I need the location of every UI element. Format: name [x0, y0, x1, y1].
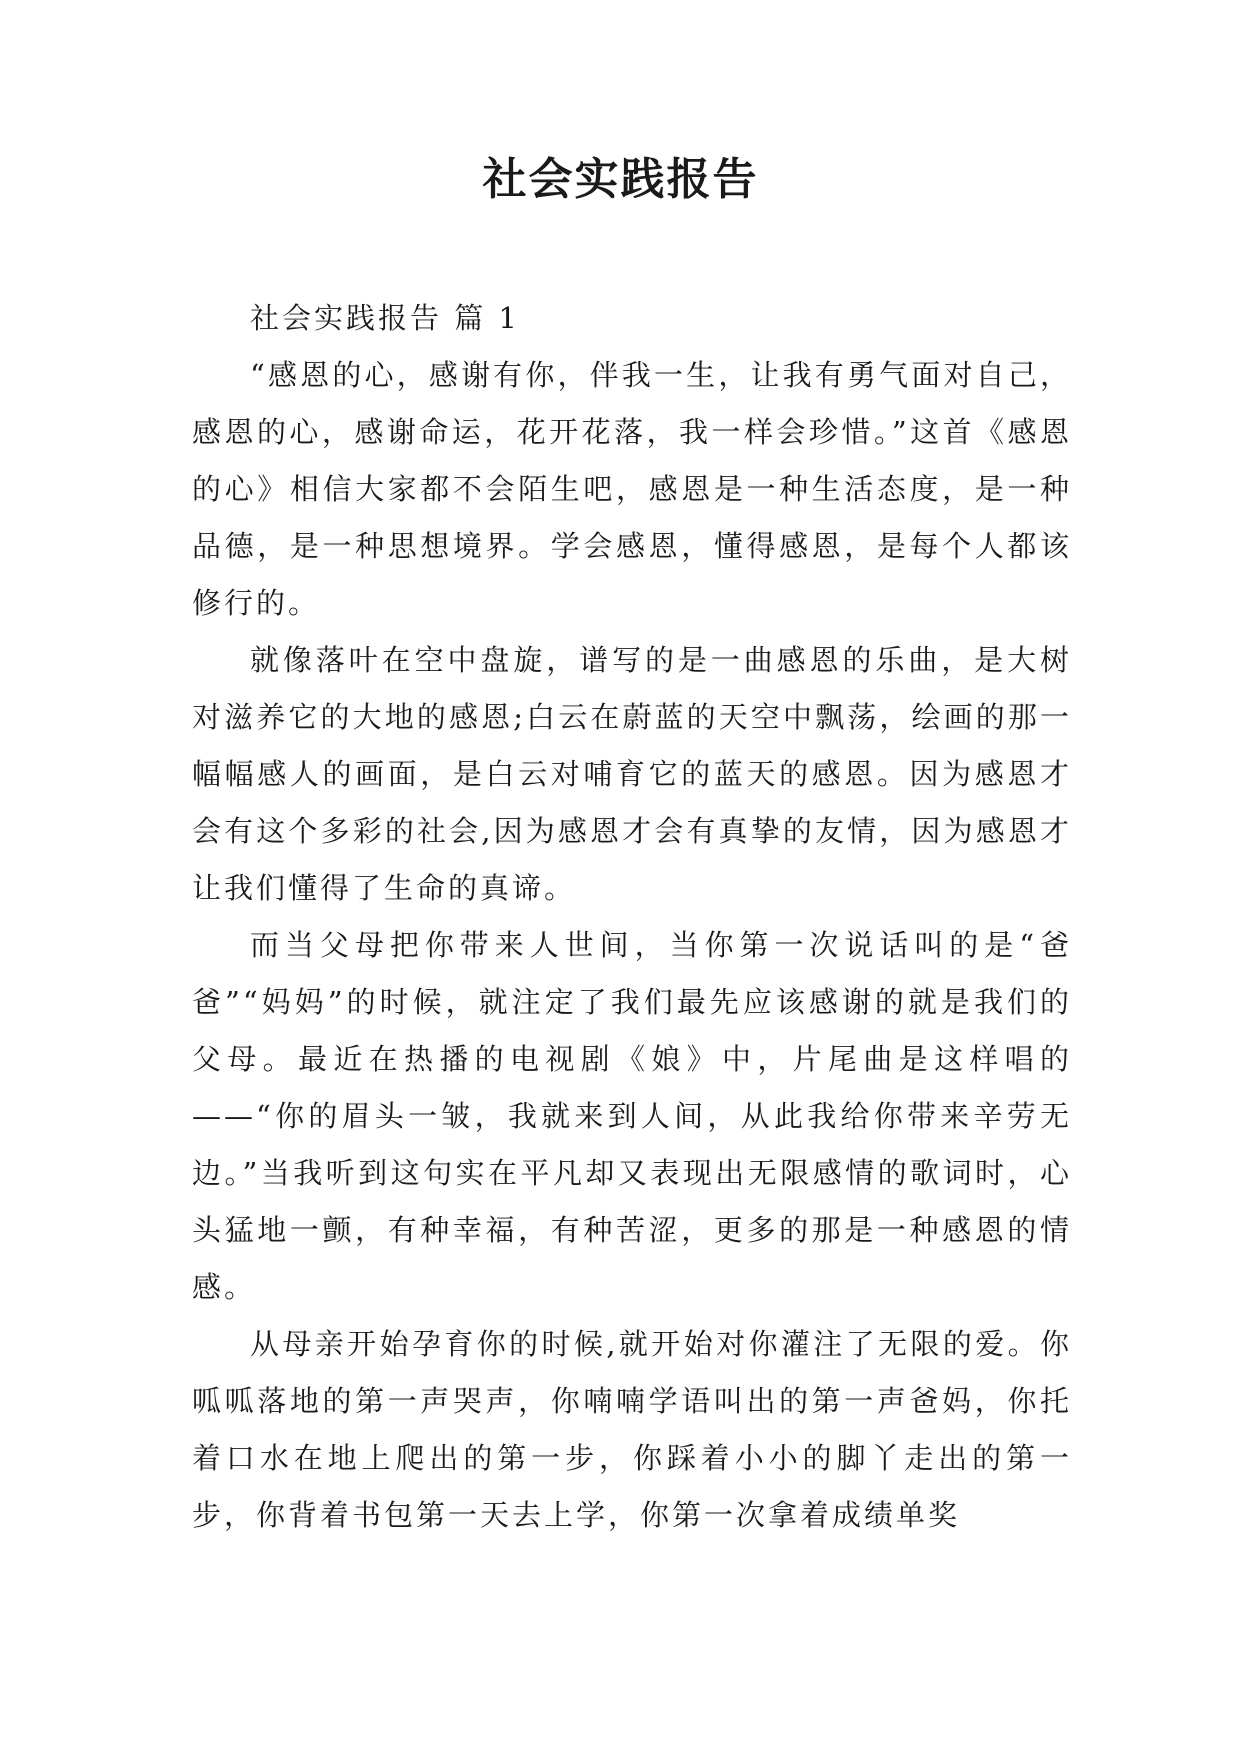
paragraph-1: “感恩的心，感谢有你，伴我一生，让我有勇气面对自己，感恩的心，感谢命运，花开花落，我一样会珍惜。”这首《感恩的心》相信大家都不会陌生吧，感恩是一种生活态度，是一种品德，是一种思想境界。学会感恩，懂得感恩，是每个人都该修行的。	[192, 358, 1072, 620]
paragraph-3: 而当父母把你带来人世间，当你第一次说话叫的是“爸爸”“妈妈”的时候，就注定了我们最先应该感谢的就是我们的父母。最近在热播的电视剧《娘》中，片尾曲是这样唱的——“你的眉头一皱，我就来到人间，从此我给你带来辛劳无边。”当我听到这句实在平凡却又表现出无限感情的歌词时，心头猛地一颤，有种幸福，有种苦涩，更多的那是一种感恩的情感。	[192, 928, 1072, 1304]
paragraph-4: 从母亲开始孕育你的时候,就开始对你灌注了无限的爱。你呱呱落地的第一声哭声，你喃喃学语叫出的第一声爸妈，你托着口水在地上爬出的第一步，你踩着小小的脚丫走出的第一步，你背着书包第一天去上学，你第一次拿着成绩单奖	[192, 1327, 1072, 1532]
document-body	[192, 290, 1072, 1544]
document-title: 社会实践报告	[482, 154, 759, 205]
paragraph-2: 就像落叶在空中盘旋，谱写的是一曲感恩的乐曲，是大树对滋养它的大地的感恩;白云在蔚蓝的天空中飘荡，绘画的那一幅幅感人的画面，是白云对哺育它的蓝天的感恩。因为感恩才会有这个多彩的社会,因为感恩才会有真挚的友情，因为感恩才让我们懂得了生命的真谛。	[192, 643, 1072, 905]
section-heading: 社会实践报告 篇 1	[250, 301, 520, 335]
